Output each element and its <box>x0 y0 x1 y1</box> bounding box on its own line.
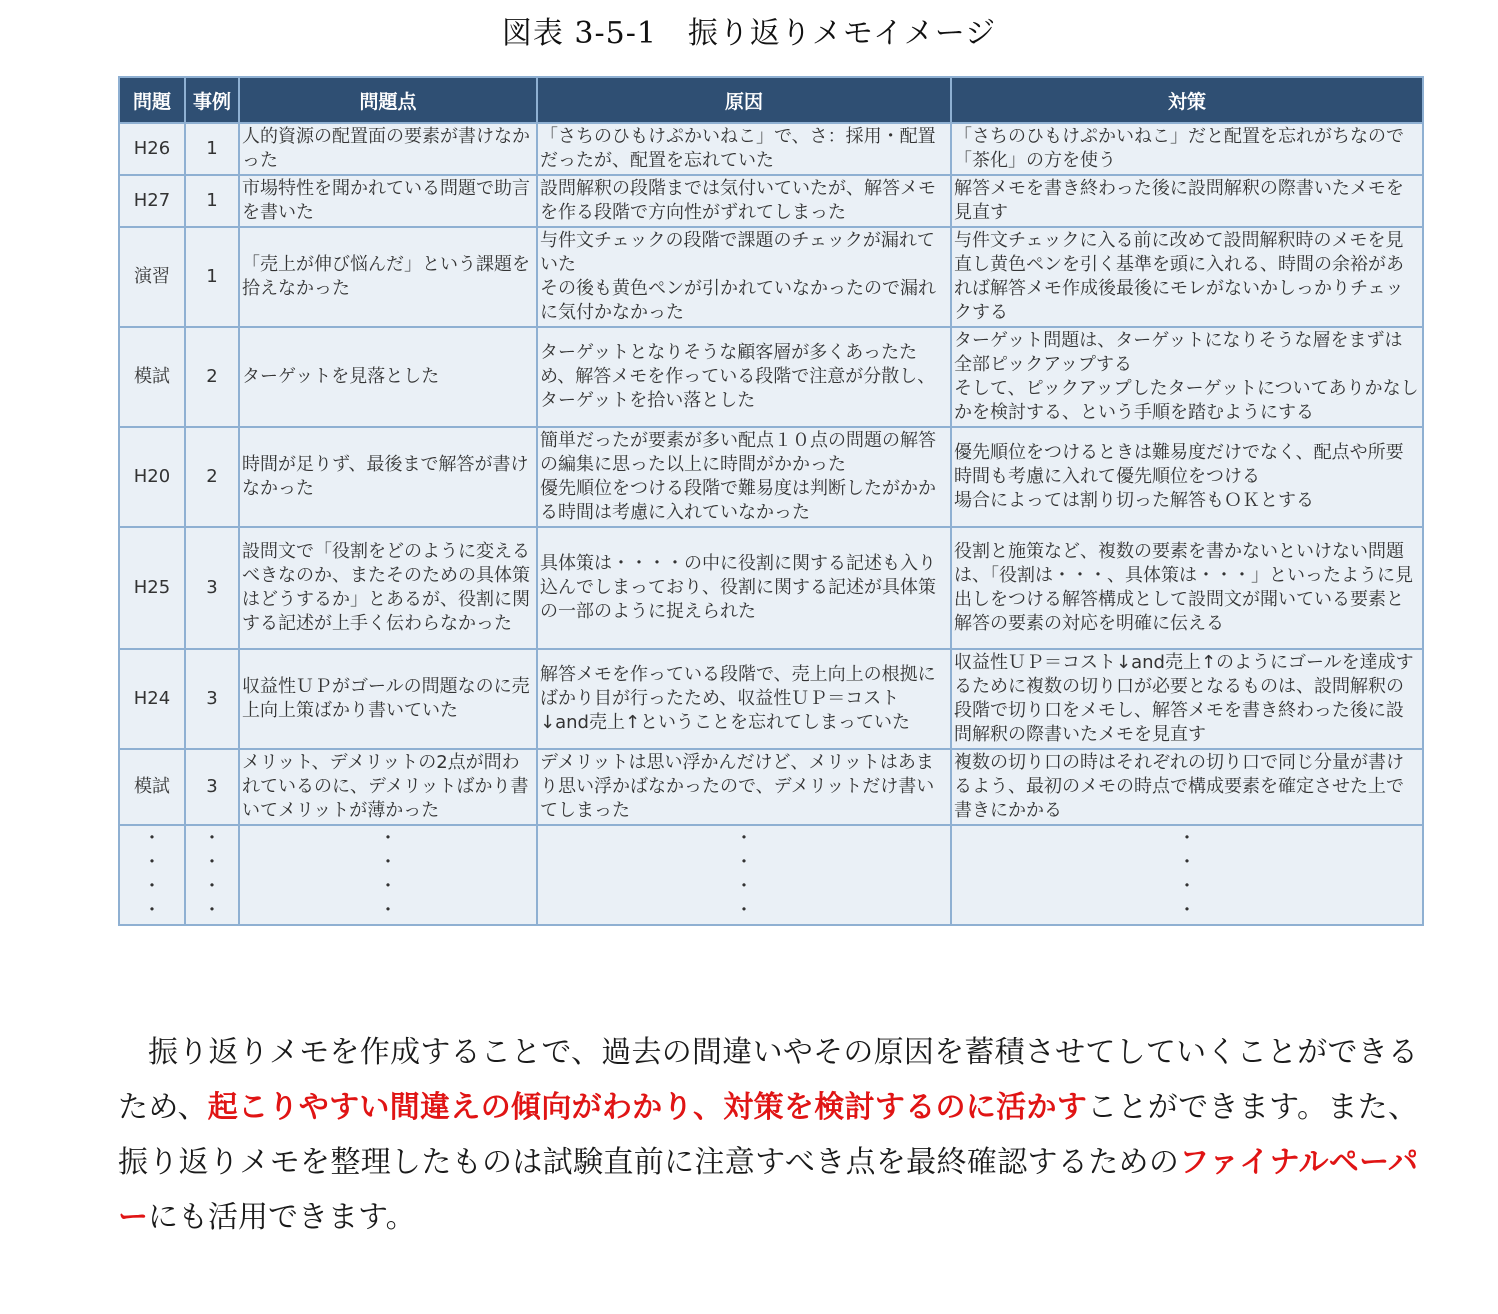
cell-measure: 解答メモを書き終わった後に設問解釈の際書いたメモを見直す <box>951 175 1423 227</box>
cell-cause: 簡単だったが要素が多い配点１０点の問題の解答の編集に思った以上に時間がかかった 優先順位をつける段階で難易度は判断したがかかる時間は考慮に入れていなかった <box>537 427 951 527</box>
header-cause: 原因 <box>537 77 951 123</box>
table-row <box>119 649 1423 749</box>
table-row <box>119 227 1423 327</box>
cell-problem: H25 <box>119 527 185 649</box>
cell-case: 2 <box>185 327 239 427</box>
cell-issue: 時間が足りず、最後まで解答が書けなかった <box>239 427 537 527</box>
cell-problem: H26 <box>119 123 185 175</box>
cell-issue: ターゲットを見落とした <box>239 327 537 427</box>
cell-issue: 人的資源の配置面の要素が書けなかった <box>239 123 537 175</box>
cell-problem: H24 <box>119 649 185 749</box>
highlight-text: ファイナルペーパー <box>118 1145 1418 1235</box>
body-paragraph <box>118 1025 1418 1245</box>
ellipsis-cell: ・ ・ ・ ・ <box>239 825 537 925</box>
reflection-memo-table <box>118 76 1424 926</box>
table-row <box>119 427 1423 527</box>
cell-problem: H20 <box>119 427 185 527</box>
table-header-row <box>119 77 1423 123</box>
cell-case: 1 <box>185 175 239 227</box>
cell-case: 3 <box>185 749 239 825</box>
cell-measure: 与件文チェックに入る前に改めて設問解釈時のメモを見直し黄色ペンを引く基準を頭に入れる、時間の余裕があれば解答メモ作成後最後にモレがないかしっかりチェックする <box>951 227 1423 327</box>
cell-case: 1 <box>185 227 239 327</box>
paragraph-text: 振り返りメモを作成することで、過去の間違いやその原因を蓄積させてしていくことができるため、 <box>118 1035 1418 1125</box>
cell-case: 3 <box>185 527 239 649</box>
cell-cause: デメリットは思い浮かんだけど、メリットはあまり思い浮かばなかったので、デメリットだけ書いてしまった <box>537 749 951 825</box>
ellipsis-cell: ・ ・ ・ ・ <box>951 825 1423 925</box>
cell-case: 1 <box>185 123 239 175</box>
cell-issue: メリット、デメリットの2点が問われているのに、デメリットばかり書いてメリットが薄かった <box>239 749 537 825</box>
cell-problem: 模試 <box>119 749 185 825</box>
ellipsis-cell: ・ ・ ・ ・ <box>185 825 239 925</box>
table-row <box>119 327 1423 427</box>
cell-cause: 「さちのひもけぷかいねこ」で、さ：採用・配置だったが、配置を忘れていた <box>537 123 951 175</box>
ellipsis-row <box>119 825 1423 925</box>
header-issue: 問題点 <box>239 77 537 123</box>
figure-title: 図表 3-5-1 振り返りメモイメージ <box>501 16 997 51</box>
highlight-text: 起こりやすい間違えの傾向がわかり、対策を検討するのに活かす <box>207 1090 1088 1125</box>
table-row <box>119 123 1423 175</box>
cell-cause: 与件文チェックの段階で課題のチェックが漏れていた その後も黄色ペンが引かれていなかったので漏れに気付かなかった <box>537 227 951 327</box>
table-row <box>119 749 1423 825</box>
table-row <box>119 175 1423 227</box>
cell-measure: 優先順位をつけるときは難易度だけでなく、配点や所要時間も考慮に入れて優先順位をつける 場合によっては割り切った解答もＯＫとする <box>951 427 1423 527</box>
cell-measure: 「さちのひもけぷかいねこ」だと配置を忘れがちなので「茶化」の方を使う <box>951 123 1423 175</box>
cell-issue: 市場特性を聞かれている問題で助言を書いた <box>239 175 537 227</box>
header-measure: 対策 <box>951 77 1423 123</box>
cell-case: 2 <box>185 427 239 527</box>
ellipsis-cell: ・ ・ ・ ・ <box>119 825 185 925</box>
cell-cause: 設問解釈の段階までは気付いていたが、解答メモを作る段階で方向性がずれてしまった <box>537 175 951 227</box>
header-case: 事例 <box>185 77 239 123</box>
paragraph-text: にも活用できます。 <box>148 1200 416 1235</box>
cell-measure: 収益性ＵＰ＝コスト↓and売上↑のようにゴールを達成するために複数の切り口が必要となるものは、設問解釈の段階で切り口をメモし、解答メモを書き終わった後に設問解釈の際書いたメモを見直す <box>951 649 1423 749</box>
cell-measure: 役割と施策など、複数の要素を書かないといけない問題は、「役割は・・・、具体策は・・・」といったように見出しをつける解答構成として設問文が聞いている要素と解答の要素の対応を明確に伝える <box>951 527 1423 649</box>
cell-problem: 模試 <box>119 327 185 427</box>
cell-case: 3 <box>185 649 239 749</box>
cell-cause: 具体策は・・・・の中に役割に関する記述も入り込んでしまっており、役割に関する記述が具体策の一部のように捉えられた <box>537 527 951 649</box>
cell-problem: H27 <box>119 175 185 227</box>
cell-cause: 解答メモを作っている段階で、売上向上の根拠にばかり目が行ったため、収益性ＵＰ＝コスト↓and売上↑ということを忘れてしまっていた <box>537 649 951 749</box>
header-problem: 問題 <box>119 77 185 123</box>
table-row <box>119 527 1423 649</box>
cell-issue: 「売上が伸び悩んだ」という課題を拾えなかった <box>239 227 537 327</box>
ellipsis-cell: ・ ・ ・ ・ <box>537 825 951 925</box>
cell-problem: 演習 <box>119 227 185 327</box>
cell-cause: ターゲットとなりそうな顧客層が多くあったため、解答メモを作っている段階で注意が分散し、ターゲットを拾い落とした <box>537 327 951 427</box>
cell-measure: 複数の切り口の時はそれぞれの切り口で同じ分量が書けるよう、最初のメモの時点で構成要素を確定させた上で書きにかかる <box>951 749 1423 825</box>
paragraph-text: ことができます。また、振り返りメモを整理したものは試験直前に注意すべき点を最終確認するための <box>118 1090 1418 1180</box>
cell-issue: 設問文で「役割をどのように変えるべきなのか、またそのための具体策はどうするか」とあるが、役割に関する記述が上手く伝わらなかった <box>239 527 537 649</box>
cell-measure: ターゲット問題は、ターゲットになりそうな層をまずは全部ピックアップする そして、ピックアップしたターゲットについてありかなしかを検討する、という手順を踏むようにする <box>951 327 1423 427</box>
cell-issue: 収益性ＵＰがゴールの問題なのに売上向上策ばかり書いていた <box>239 649 537 749</box>
